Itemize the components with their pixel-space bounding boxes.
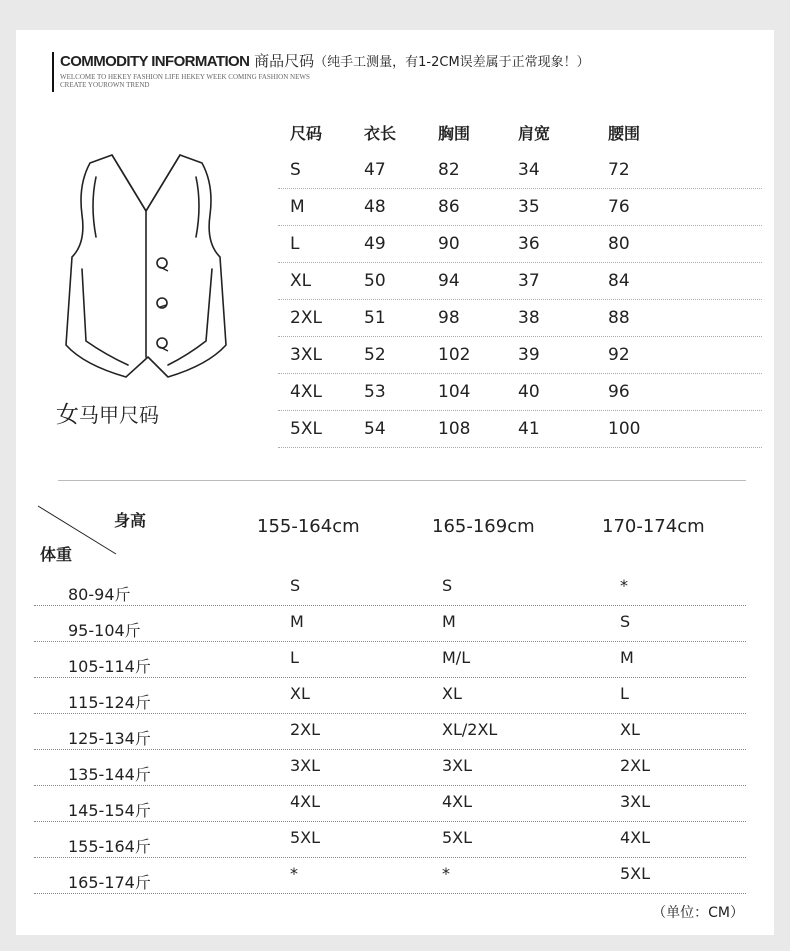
cell-size: 3XL bbox=[290, 345, 322, 365]
header-shoulder: 肩宽 bbox=[518, 123, 551, 143]
cell-chest: 90 bbox=[438, 234, 460, 254]
weight-range: 135-144斤 bbox=[68, 765, 151, 784]
header-subtitle bbox=[60, 73, 380, 89]
section-divider bbox=[58, 480, 746, 481]
recommend-table bbox=[34, 498, 746, 892]
size-medium: S bbox=[442, 576, 453, 595]
size-tall: 3XL bbox=[620, 792, 651, 811]
size-short: 2XL bbox=[290, 720, 321, 739]
recommend-rows bbox=[34, 570, 746, 894]
title-chinese: 商品尺码 bbox=[254, 52, 315, 70]
cell-length: 48 bbox=[364, 197, 386, 217]
weight-range: 165-174斤 bbox=[68, 873, 151, 892]
cell-size: 5XL bbox=[290, 419, 322, 439]
table-row bbox=[34, 822, 746, 858]
cell-chest: 94 bbox=[438, 271, 460, 291]
cell-size: 4XL bbox=[290, 382, 322, 402]
table-row bbox=[34, 606, 746, 642]
vest-label-big: 女 bbox=[56, 402, 79, 428]
vest-label bbox=[56, 396, 159, 429]
height-range-1: 155-164cm bbox=[257, 516, 360, 537]
size-short: 3XL bbox=[290, 756, 321, 775]
cell-size: 2XL bbox=[290, 308, 322, 328]
corner-weight-label: 体重 bbox=[40, 545, 73, 564]
cell-waist: 88 bbox=[608, 308, 630, 328]
size-tall: 2XL bbox=[620, 756, 651, 775]
weight-range: 80-94斤 bbox=[68, 585, 131, 604]
cell-shoulder: 41 bbox=[518, 419, 540, 439]
weight-range: 105-114斤 bbox=[68, 657, 151, 676]
unit-note: （单位：CM） bbox=[652, 905, 744, 921]
cell-length: 49 bbox=[364, 234, 386, 254]
table-row bbox=[278, 300, 762, 337]
size-short: * bbox=[290, 864, 298, 883]
table-row bbox=[278, 226, 762, 263]
table-row bbox=[34, 714, 746, 750]
vest-label-text: 马甲尺码 bbox=[79, 403, 159, 427]
header-waist: 腰围 bbox=[608, 123, 641, 143]
header-length: 衣长 bbox=[364, 123, 397, 143]
table-row bbox=[278, 337, 762, 374]
size-short: XL bbox=[290, 684, 310, 703]
header-accent-bar bbox=[52, 52, 54, 92]
table-row bbox=[34, 642, 746, 678]
size-medium: 5XL bbox=[442, 828, 473, 847]
size-chart-card bbox=[16, 30, 774, 935]
size-table bbox=[278, 112, 762, 448]
size-medium: M bbox=[442, 612, 456, 631]
cell-waist: 96 bbox=[608, 382, 630, 402]
cell-length: 51 bbox=[364, 308, 386, 328]
size-medium: * bbox=[442, 864, 450, 883]
table-row bbox=[34, 858, 746, 894]
weight-range: 95-104斤 bbox=[68, 621, 141, 640]
size-medium: 3XL bbox=[442, 756, 473, 775]
cell-size: M bbox=[290, 197, 305, 217]
cell-shoulder: 34 bbox=[518, 160, 540, 180]
subtitle-line-2: CREATE YOUROWN TREND bbox=[60, 81, 150, 89]
weight-range: 155-164斤 bbox=[68, 837, 151, 856]
corner-height-label: 身高 bbox=[114, 511, 147, 530]
page-title bbox=[60, 50, 590, 71]
cell-chest: 98 bbox=[438, 308, 460, 328]
subtitle-line-1: WELCOME TO HEKEY FASHION LIFE HEKEY WEEK COMING FASHION NEWS bbox=[60, 73, 310, 81]
cell-chest: 82 bbox=[438, 160, 460, 180]
size-tall: * bbox=[620, 576, 628, 595]
weight-range: 125-134斤 bbox=[68, 729, 151, 748]
cell-shoulder: 35 bbox=[518, 197, 540, 217]
cell-waist: 76 bbox=[608, 197, 630, 217]
cell-waist: 80 bbox=[608, 234, 630, 254]
table-row bbox=[278, 263, 762, 300]
size-short: M bbox=[290, 612, 304, 631]
size-short: S bbox=[290, 576, 301, 595]
cell-waist: 72 bbox=[608, 160, 630, 180]
table-row bbox=[278, 152, 762, 189]
cell-shoulder: 36 bbox=[518, 234, 540, 254]
cell-chest: 102 bbox=[438, 345, 471, 365]
table-row bbox=[34, 678, 746, 714]
size-short: 4XL bbox=[290, 792, 321, 811]
size-tall: XL bbox=[620, 720, 640, 739]
size-tall: 4XL bbox=[620, 828, 651, 847]
table-row bbox=[34, 570, 746, 606]
size-medium: M/L bbox=[442, 648, 471, 667]
cell-chest: 104 bbox=[438, 382, 471, 402]
cell-length: 54 bbox=[364, 419, 386, 439]
size-short: 5XL bbox=[290, 828, 321, 847]
cell-length: 53 bbox=[364, 382, 386, 402]
cell-waist: 84 bbox=[608, 271, 630, 291]
vest-icon bbox=[56, 145, 236, 385]
cell-length: 50 bbox=[364, 271, 386, 291]
cell-chest: 108 bbox=[438, 419, 471, 439]
cell-chest: 86 bbox=[438, 197, 460, 217]
table-row bbox=[278, 374, 762, 411]
height-range-3: 170-174cm bbox=[602, 516, 705, 537]
cell-length: 52 bbox=[364, 345, 386, 365]
cell-shoulder: 37 bbox=[518, 271, 540, 291]
size-short: L bbox=[290, 648, 299, 667]
cell-shoulder: 39 bbox=[518, 345, 540, 365]
title-english: COMMODITY INFORMATION bbox=[60, 53, 250, 70]
cell-length: 47 bbox=[364, 160, 386, 180]
weight-range: 115-124斤 bbox=[68, 693, 151, 712]
cell-shoulder: 40 bbox=[518, 382, 540, 402]
cell-size: S bbox=[290, 160, 301, 180]
cell-size: XL bbox=[290, 271, 312, 291]
size-tall: L bbox=[620, 684, 629, 703]
cell-waist: 100 bbox=[608, 419, 641, 439]
size-medium: 4XL bbox=[442, 792, 473, 811]
cell-size: L bbox=[290, 234, 300, 254]
table-row bbox=[34, 750, 746, 786]
header-size: 尺码 bbox=[290, 123, 323, 143]
size-table-header bbox=[278, 112, 762, 152]
table-row bbox=[34, 786, 746, 822]
size-medium: XL/2XL bbox=[442, 720, 498, 739]
cell-shoulder: 38 bbox=[518, 308, 540, 328]
cell-waist: 92 bbox=[608, 345, 630, 365]
size-tall: M bbox=[620, 648, 634, 667]
height-range-2: 165-169cm bbox=[432, 516, 535, 537]
weight-range: 145-154斤 bbox=[68, 801, 151, 820]
size-tall: S bbox=[620, 612, 631, 631]
size-tall: 5XL bbox=[620, 864, 651, 883]
measurement-note: （纯手工测量，有1-2CM误差属于正常现象！） bbox=[314, 55, 590, 70]
table-row bbox=[278, 189, 762, 226]
size-medium: XL bbox=[442, 684, 462, 703]
header-chest: 胸围 bbox=[438, 123, 471, 143]
table-row bbox=[278, 411, 762, 448]
